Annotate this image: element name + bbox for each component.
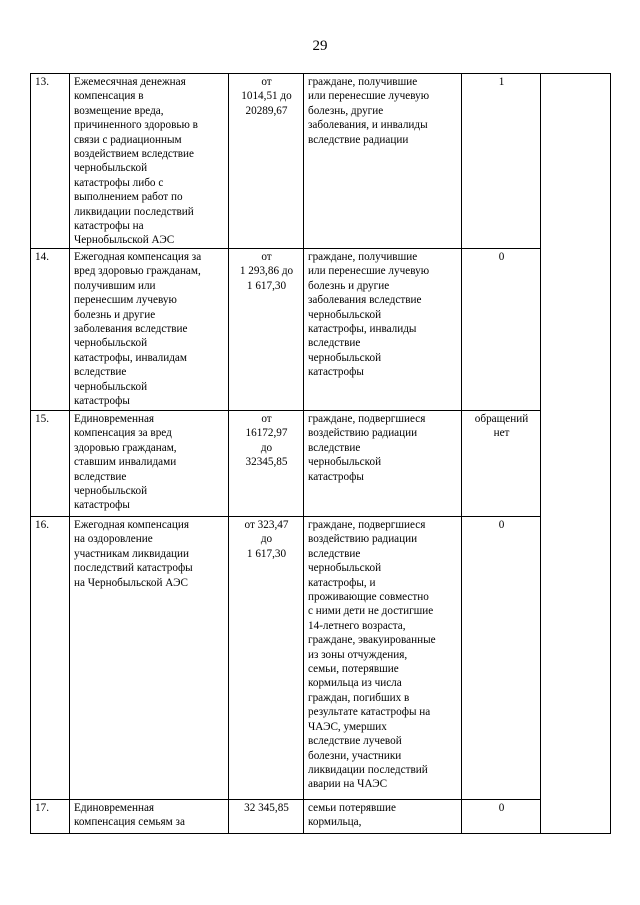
row-number: 14. <box>31 249 70 411</box>
recipient-count: 0 <box>462 249 541 411</box>
table-row <box>31 249 611 411</box>
recipient-count: обращений нет <box>462 411 541 517</box>
table-row <box>31 517 611 800</box>
compensation-name: Ежегодная компенсация за вред здоровью гражданам, получившим или перенесшим лучевую болезнь и другие заболевания вследствие чернобыльской катастрофы, инвалидам вследствие чернобыльской катастрофы <box>70 249 229 411</box>
recipient-category: граждане, получившие или перенесшие лучевую болезнь и другие заболевания вследствие чернобыльской катастрофы, инвалиды вследствие чернобыльской катастрофы <box>304 249 462 411</box>
row-number: 13. <box>31 74 70 249</box>
recipient-category: граждане, подвергшиеся воздействию радиации вследствие чернобыльской катастрофы, и проживающие совместно с ними дети не достигшие 14-летнего возраста, граждане, эвакуированные из зоны отчуждения, семьи, потерявшие кормильца из числа граждан, погибших в результате катастрофы на ЧАЭС, умерших вследствие лучевой болезни, участники ликвидации последствий аварии на ЧАЭС <box>304 517 462 800</box>
compensation-name: Единовременная компенсация за вред здоровью гражданам, ставшим инвалидами вследствие чернобыльской катастрофы <box>70 411 229 517</box>
recipient-category: семьи потерявшие кормильца, <box>304 800 462 834</box>
compensation-amount: от 1014,51 до 20289,67 <box>229 74 304 249</box>
table-row <box>31 411 611 517</box>
compensation-amount: 32 345,85 <box>229 800 304 834</box>
compensation-table <box>30 73 611 834</box>
compensation-amount: от 1 293,86 до 1 617,30 <box>229 249 304 411</box>
recipient-category: граждане, получившие или перенесшие лучевую болезнь, другие заболевания, и инвалиды вследствие радиации <box>304 74 462 249</box>
recipient-count: 1 <box>462 74 541 249</box>
row-number: 15. <box>31 411 70 517</box>
compensation-amount: от 16172,97 до 32345,85 <box>229 411 304 517</box>
row-number: 17. <box>31 800 70 834</box>
compensation-amount: от 323,47 до 1 617,30 <box>229 517 304 800</box>
empty-column <box>541 74 611 834</box>
recipient-count: 0 <box>462 800 541 834</box>
recipient-count: 0 <box>462 517 541 800</box>
row-number: 16. <box>31 517 70 800</box>
table-row <box>31 800 611 834</box>
recipient-category: граждане, подвергшиеся воздействию радиации вследствие чернобыльской катастрофы <box>304 411 462 517</box>
page-number: 29 <box>312 38 328 54</box>
table-row <box>31 74 611 249</box>
compensation-name: Ежегодная компенсация на оздоровление участникам ликвидации последствий катастрофы на Чернобыльской АЭС <box>70 517 229 800</box>
compensation-name: Единовременная компенсация семьям за <box>70 800 229 834</box>
compensation-name: Ежемесячная денежная компенсация в возмещение вреда, причиненного здоровью в связи с радиационным воздействием вследствие чернобыльской катастрофы либо с выполнением работ по ликвидации последствий катастрофы на Чернобыльской АЭС <box>70 74 229 249</box>
